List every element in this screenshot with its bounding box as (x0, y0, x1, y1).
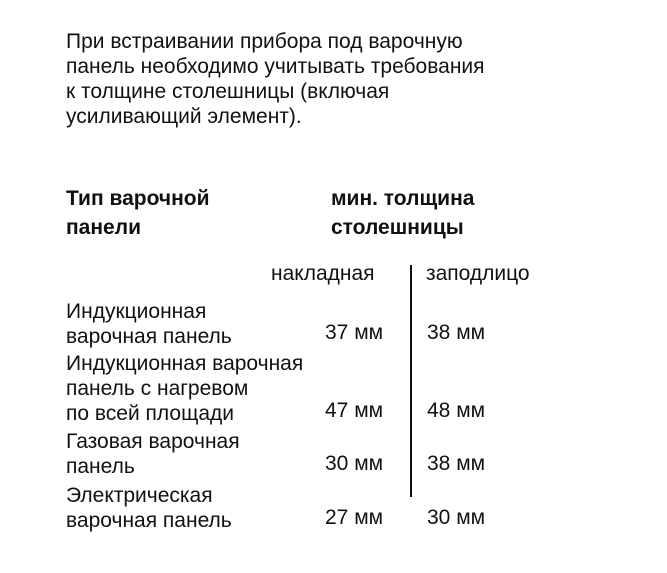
column-header-min-thickness-line: столешницы (331, 216, 464, 239)
row-name-line: варочная панель (66, 325, 232, 348)
column-header-min-thickness-line: мин. толщина (331, 187, 475, 210)
row-name-line: Электрическая (66, 484, 213, 507)
intro-line: усиливающий элемент). (66, 105, 302, 128)
subheader-flush: заподлицо (426, 262, 530, 285)
intro-line: к толщине столешницы (включая (66, 80, 390, 103)
intro-paragraph (66, 29, 626, 129)
row-name-gas (66, 429, 240, 479)
row-name-line: Газовая варочная (66, 430, 240, 453)
value-flush-induction-full-area: 48 мм (427, 399, 486, 422)
row-name-line: панель с нагревом (66, 377, 249, 400)
column-divider (410, 265, 412, 497)
intro-line: При встраивании прибора под варочную (66, 30, 463, 53)
row-name-line: панель (66, 455, 135, 478)
value-flush-gas: 38 мм (427, 452, 486, 475)
value-flush-electric: 30 мм (427, 506, 486, 529)
row-name-line: Индукционная варочная (66, 352, 304, 375)
row-name-line: по всей площади (66, 402, 235, 425)
row-name-electric (66, 483, 232, 533)
intro-line: панель необходимо учитывать требования (66, 55, 485, 78)
column-header-min-thickness (331, 184, 474, 242)
column-header-hob-type-line: Тип варочной (66, 187, 210, 210)
value-overlay-induction-full-area: 47 мм (325, 399, 384, 422)
column-header-hob-type-line: панели (66, 216, 141, 239)
value-overlay-induction: 37 мм (325, 321, 384, 344)
subheader-overlay: накладная (271, 262, 375, 285)
value-flush-induction: 38 мм (427, 321, 486, 344)
row-name-induction (66, 299, 232, 349)
row-name-line: Индукционная (66, 300, 207, 323)
column-header-hob-type (66, 184, 210, 242)
row-name-line: варочная панель (66, 509, 232, 532)
row-name-induction-full-area (66, 351, 303, 426)
value-overlay-electric: 27 мм (325, 506, 384, 529)
value-overlay-gas: 30 мм (325, 452, 384, 475)
